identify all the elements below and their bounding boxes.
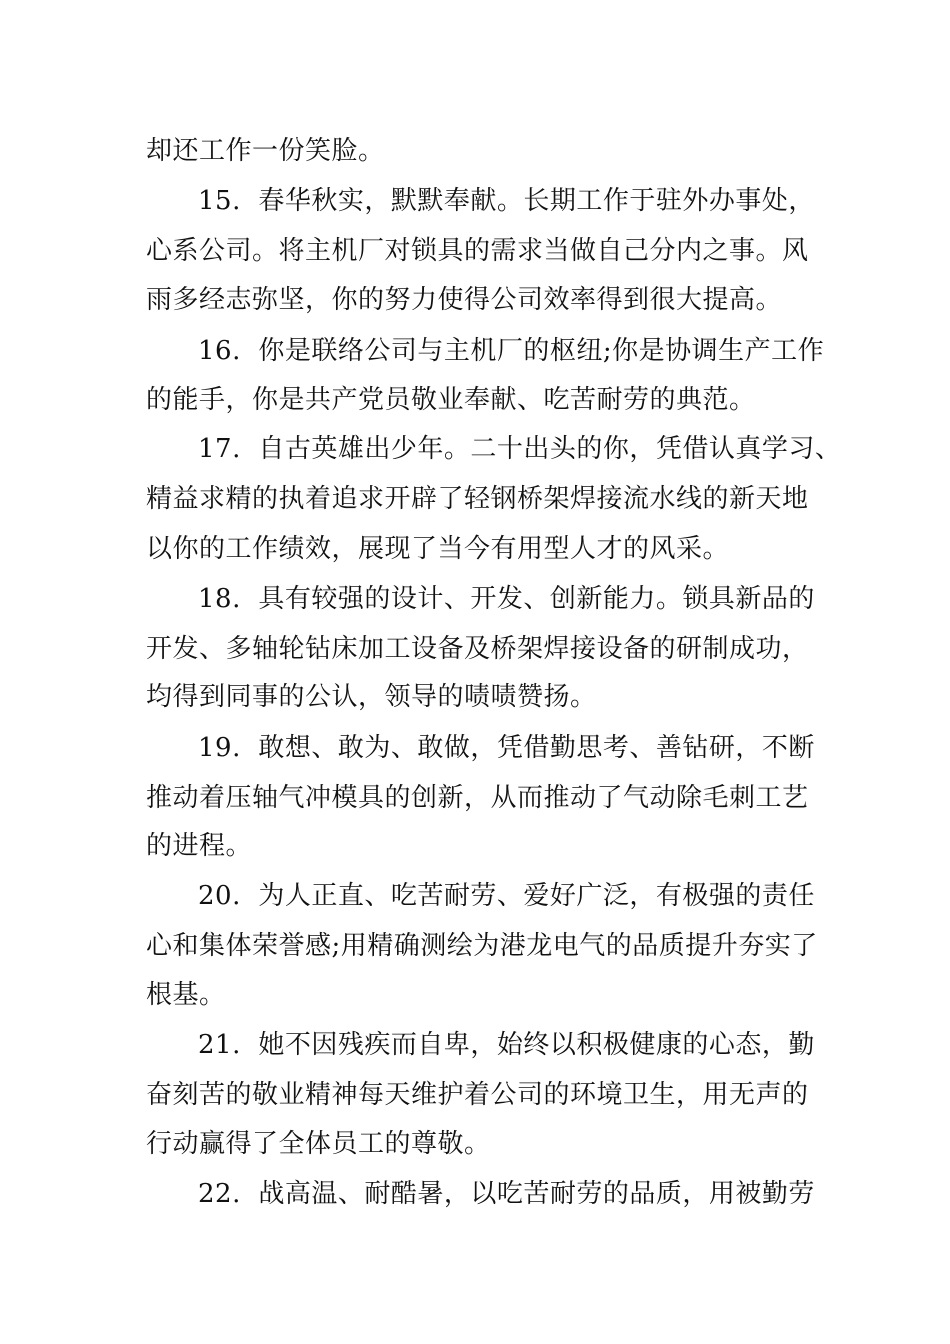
text-line: 的能手，你是共产党员敬业奉献、吃苦耐劳的典范。 bbox=[146, 385, 756, 415]
text-line-item-15: 15. 春华秋实，默默奉献。长期工作于驻外办事处， bbox=[198, 186, 815, 216]
text-line-item-17: 17. 自古英雄出少年。二十出头的你，凭借认真学习、 bbox=[198, 434, 842, 464]
text-line-item-22: 22. 战高温、耐酷暑，以吃苦耐劳的品质，用被勤劳 bbox=[198, 1179, 815, 1209]
text-line: 心系公司。将主机厂对锁具的需求当做自己分内之事。风 bbox=[146, 236, 809, 266]
text-line-item-20: 20. 为人正直、吃苦耐劳、爱好广泛，有极强的责任 bbox=[198, 881, 815, 911]
text-line-item-19: 19. 敢想、敢为、敢做，凭借勤思考、善钻研，不断 bbox=[198, 733, 815, 763]
text-line-item-18: 18. 具有较强的设计、开发、创新能力。锁具新品的 bbox=[198, 584, 815, 614]
text-line-item-16: 16. 你是联络公司与主机厂的枢纽;你是协调生产工作 bbox=[198, 336, 825, 366]
text-line: 奋刻苦的敬业精神每天维护着公司的环境卫生，用无声的 bbox=[146, 1080, 809, 1110]
text-line-item-21: 21. 她不因残疾而自卑，始终以积极健康的心态，勤 bbox=[198, 1030, 815, 1060]
text-line: 行动赢得了全体员工的尊敬。 bbox=[146, 1129, 491, 1159]
text-line: 雨多经志弥坚，你的努力使得公司效率得到很大提高。 bbox=[146, 285, 783, 315]
text-line: 均得到同事的公认，领导的啧啧赞扬。 bbox=[146, 682, 597, 712]
text-line: 心和集体荣誉感;用精确测绘为港龙电气的品质提升夯实了 bbox=[146, 931, 818, 961]
text-line: 推动着压轴气冲模具的创新，从而推动了气动除毛刺工艺 bbox=[146, 783, 809, 813]
text-line: 开发、多轴轮钻床加工设备及桥架焊接设备的研制成功， bbox=[146, 634, 809, 664]
text-line: 精益求精的执着追求开辟了轻钢桥架焊接流水线的新天地 bbox=[146, 484, 809, 514]
text-line: 根基。 bbox=[146, 980, 226, 1010]
text-line: 却还工作一份笑脸。 bbox=[146, 136, 385, 166]
text-line: 以你的工作绩效，展现了当今有用型人才的风采。 bbox=[146, 534, 730, 564]
text-line: 的进程。 bbox=[146, 831, 253, 861]
